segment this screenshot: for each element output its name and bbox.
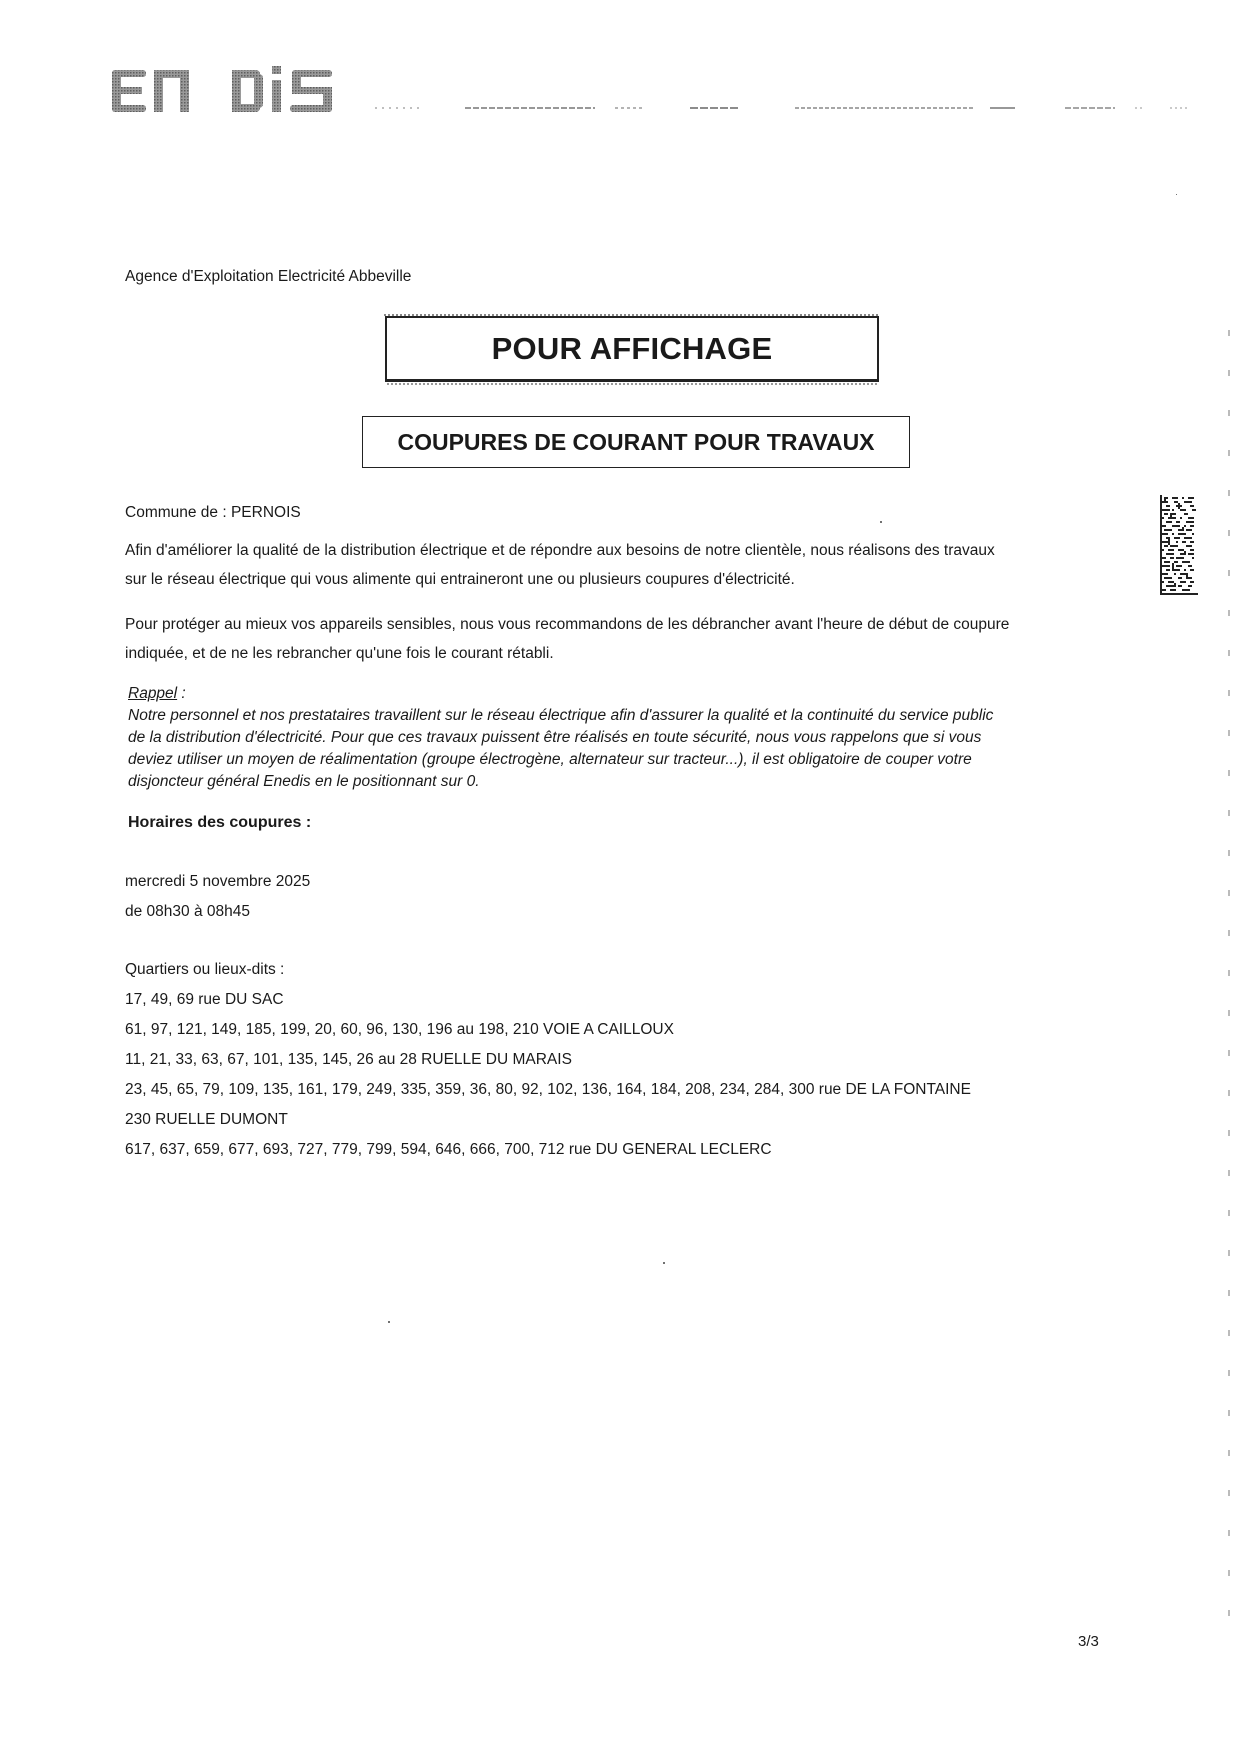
title-pour-affichage: POUR AFFICHAGE (385, 316, 879, 382)
rappel-line-1: Notre personnel et nos prestataires travaillent sur le réseau électrique afin d'assurer la qualité et la continuité du service public (128, 707, 994, 724)
scan-speck (388, 1321, 390, 1323)
locations-heading: Quartiers ou lieux-dits : (125, 961, 285, 978)
rappel-line-2: de la distribution d'électricité. Pour que ces travaux puissent être réalisés en toute sécurité, nous vous rappelons que si vous (128, 729, 982, 746)
locations-block (125, 955, 971, 1165)
page-number: 3/3 (1078, 1633, 1099, 1650)
title-coupures: COUPURES DE COURANT POUR TRAVAUX (362, 416, 910, 468)
rappel-block (128, 683, 1118, 793)
rappel-line-4: disjoncteur général Enedis en le positionnant sur 0. (128, 773, 480, 790)
schedule-time: de 08h30 à 08h45 (125, 903, 250, 920)
location-item: 23, 45, 65, 79, 109, 135, 161, 179, 249, 335, 359, 36, 80, 92, 102, 136, 164, 184, 208, 234, 284, 300 rue DE LA FONTAINE (125, 1081, 971, 1098)
scan-speck (1176, 194, 1177, 195)
schedule-heading: Horaires des coupures : (128, 814, 312, 831)
rappel-label: Rappel (128, 685, 178, 702)
advice-line-1: Pour protéger au mieux vos appareils sensibles, nous vous recommandons de les débrancher avant l'heure de début de coupure (125, 616, 1010, 633)
rappel-line-3: deviez utiliser un moyen de réalimentation (groupe électrogène, alternateur sur tracteur...), il est obligatoire de couper votre (128, 751, 972, 768)
scan-edge-marks (1228, 330, 1230, 1630)
enedis-logo (112, 66, 344, 114)
advice-line-2: indiquée, et de ne les rebrancher qu'une fois le courant rétabli. (125, 645, 554, 662)
datamatrix-barcode (1160, 495, 1198, 595)
location-item: 61, 97, 121, 149, 185, 199, 20, 60, 96, 130, 196 au 198, 210 VOIE A CAILLOUX (125, 1021, 674, 1038)
scan-speck (880, 521, 882, 523)
location-item: 11, 21, 33, 63, 67, 101, 135, 145, 26 au 28 RUELLE DU MARAIS (125, 1051, 572, 1068)
scan-speck (663, 1262, 665, 1264)
agency-name: Agence d'Exploitation Electricité Abbeville (125, 268, 412, 285)
location-item: 617, 637, 659, 677, 693, 727, 779, 799, 594, 646, 666, 700, 712 rue DU GENERAL LECLERC (125, 1141, 772, 1158)
rappel-heading (128, 683, 1118, 705)
schedule-date: mercredi 5 novembre 2025 (125, 873, 311, 890)
advice-paragraph (125, 610, 1115, 668)
intro-paragraph (125, 536, 1115, 594)
header-dotted-rule (375, 106, 1195, 110)
rappel-colon: : (177, 685, 186, 702)
location-item: 17, 49, 69 rue DU SAC (125, 991, 284, 1008)
location-item: 230 RUELLE DUMONT (125, 1111, 288, 1128)
intro-line-1: Afin d'améliorer la qualité de la distribution électrique et de répondre aux besoins de notre clientèle, nous réalisons des travaux (125, 542, 995, 559)
intro-line-2: sur le réseau électrique qui vous alimente qui entraineront une ou plusieurs coupures d'électricité. (125, 571, 795, 588)
schedule-block (125, 867, 310, 927)
commune-line: Commune de : PERNOIS (125, 504, 301, 521)
